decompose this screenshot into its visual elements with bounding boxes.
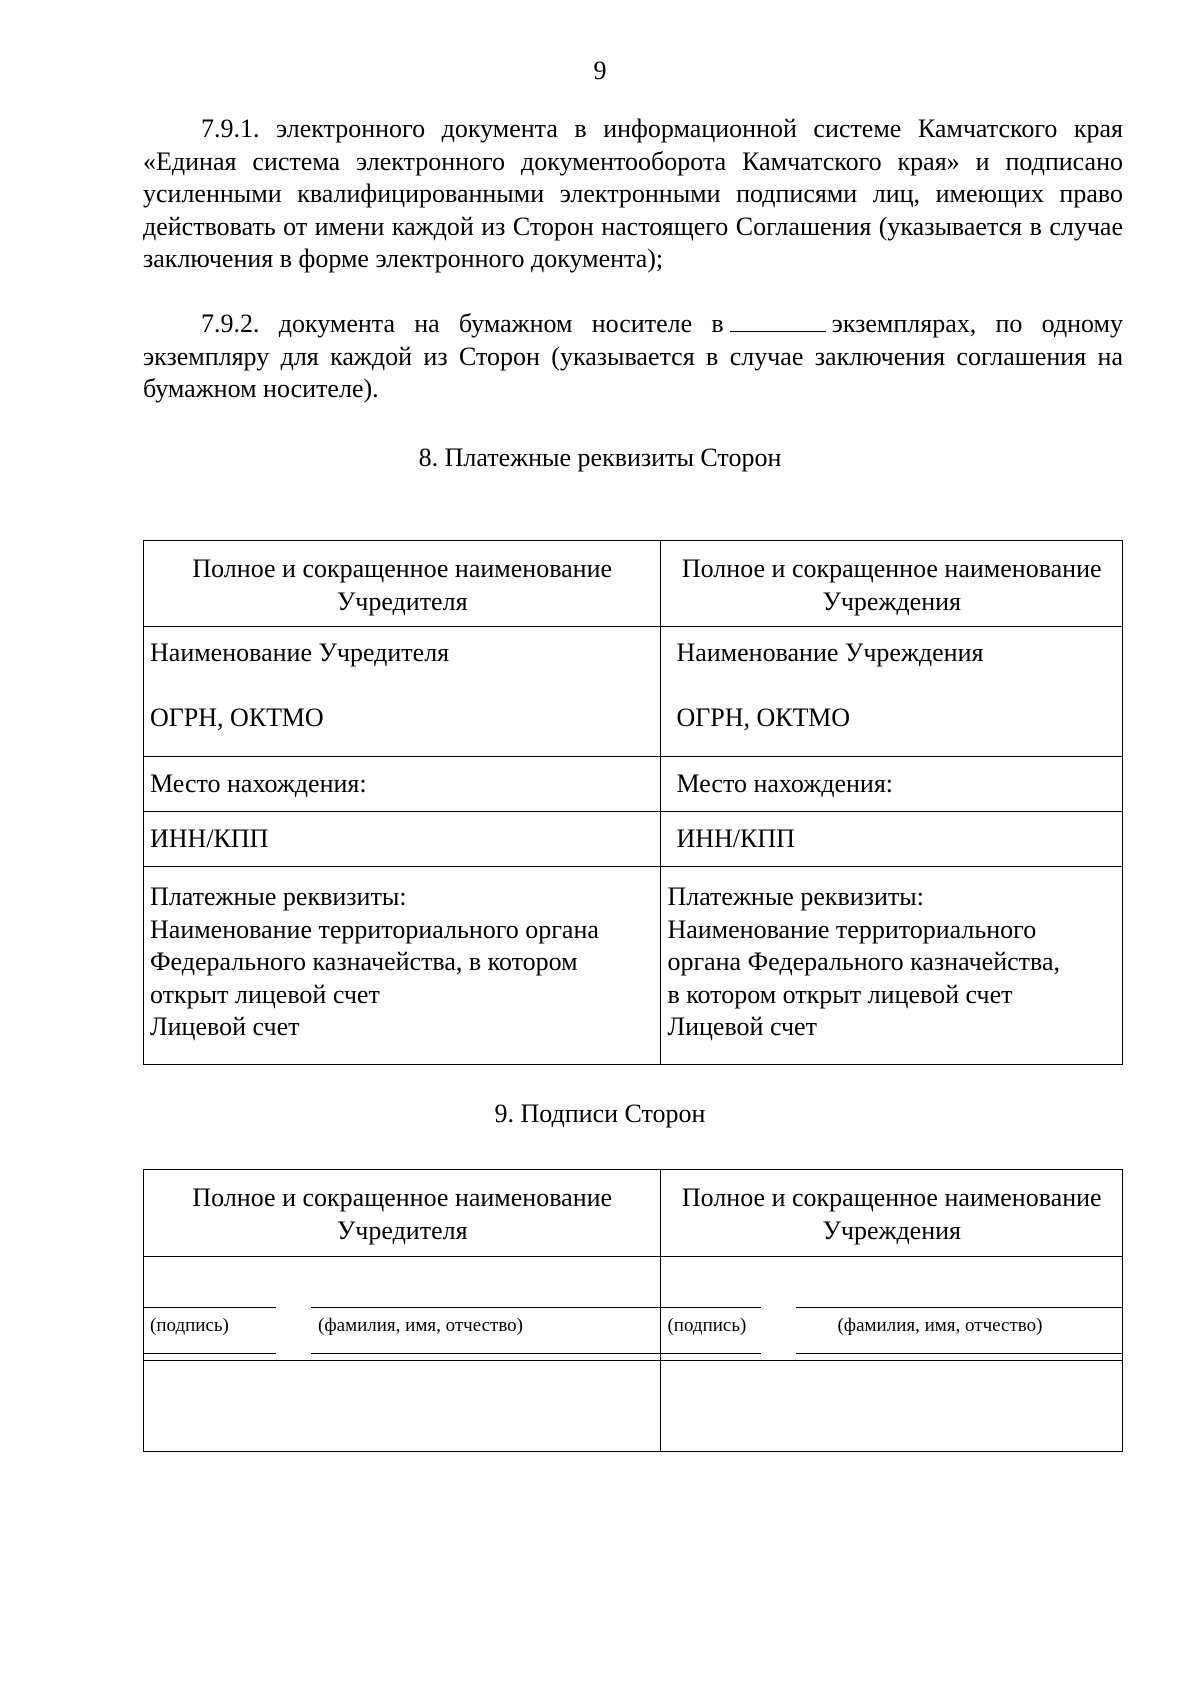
- payment-line: открыт лицевой счет: [150, 979, 380, 1009]
- founder-fio-underline: [311, 1353, 662, 1354]
- payment-line: Платежные реквизиты:: [150, 882, 407, 911]
- payment-line: Платежные реквизиты:: [667, 882, 924, 911]
- founder-fio-line: [311, 1307, 662, 1308]
- table-row: [144, 757, 1123, 812]
- institution-signature-caption: (подпись): [667, 1315, 747, 1336]
- institution-fio-underline: [796, 1353, 1123, 1354]
- institution-header: Полное и сокращенное наименование Учреждения: [661, 541, 1123, 627]
- clause-7-9-2: [143, 308, 1123, 406]
- clause-7-9-1-number: 7.9.1.: [201, 114, 260, 143]
- table-row: [144, 1361, 1123, 1452]
- payment-line: Лицевой счет: [667, 1012, 817, 1041]
- payment-line: органа Федерального казначейства,: [667, 947, 1061, 976]
- founder-sig-header: Полное и сокращенное наименование Учредителя: [144, 1170, 661, 1257]
- founder-ogrn-label: ОГРН, ОКТМО: [150, 702, 324, 732]
- clause-7-9-2-number: 7.9.2.: [201, 309, 260, 338]
- signatures-table: [143, 1169, 1123, 1452]
- founder-inn: ИНН/КПП: [144, 812, 661, 867]
- founder-name-cell: [144, 627, 661, 757]
- institution-name-cell: [661, 627, 1123, 757]
- institution-name-label: Наименование Учреждения: [676, 638, 984, 667]
- institution-signature-line: [661, 1307, 761, 1308]
- payment-line: Наименование территориального органа: [150, 914, 599, 944]
- table-row: [144, 1257, 1123, 1361]
- founder-signature-underline: [144, 1353, 276, 1354]
- institution-signature-underline: [661, 1353, 761, 1354]
- founder-signature-caption: (подпись): [150, 1315, 229, 1336]
- institution-blank-cell: [661, 1361, 1123, 1452]
- table-row: [144, 1170, 1123, 1257]
- clause-7-9-1-text: электронного документа в информационной системе Камчатского края «Единая система электронного документооборота Камчатского края» и подписано усиленными квалифицированными электронными подписями лиц, имеющих право действовать от имени каждой из Сторон настоящего Соглашения (указывается в случае заключения в форме электронного документа);: [143, 114, 1124, 273]
- institution-payment-details: [661, 867, 1123, 1065]
- clause-7-9-2-text-after: экземплярах, по одному экземпляру для каждой из Сторон (указывается в случае заключения соглашения на бумажном носителе).: [143, 309, 1123, 403]
- institution-ogrn-label: ОГРН, ОКТМО: [676, 702, 851, 732]
- payment-line: Федерального казначейства, в котором: [150, 947, 578, 976]
- page-number: 9: [593, 56, 607, 85]
- founder-payment-details: [144, 867, 661, 1065]
- founder-signature-line: [144, 1307, 276, 1308]
- table-row: [144, 627, 1123, 757]
- copies-count-blank: [730, 309, 826, 332]
- payment-line: Наименование территориального: [667, 914, 1037, 944]
- payment-details-table: [143, 540, 1123, 1065]
- section-8-title: 8. Платежные реквизиты Сторон: [418, 443, 782, 472]
- founder-blank-cell: [144, 1361, 661, 1452]
- institution-location: Место нахождения:: [661, 757, 1123, 812]
- table-row: [144, 541, 1123, 627]
- founder-signature-cell: [144, 1257, 661, 1361]
- payment-line: в котором открыт лицевой счет: [667, 979, 1013, 1009]
- clause-7-9-1: [143, 113, 1123, 276]
- institution-signature-cell: [661, 1257, 1123, 1361]
- founder-location: Место нахождения:: [144, 757, 661, 812]
- founder-fio-caption: (фамилия, имя, отчество): [318, 1315, 524, 1336]
- founder-name-label: Наименование Учредителя: [150, 638, 450, 667]
- institution-fio-line: [796, 1307, 1123, 1308]
- clause-7-9-2-text-before: документа на бумажном носителе в: [278, 309, 724, 338]
- institution-sig-header: Полное и сокращенное наименование Учреждения: [661, 1170, 1123, 1257]
- section-9-title: 9. Подписи Сторон: [494, 1099, 706, 1128]
- institution-inn: ИНН/КПП: [661, 812, 1123, 867]
- payment-line: Лицевой счет: [150, 1012, 300, 1041]
- table-row: [144, 812, 1123, 867]
- institution-fio-caption: (фамилия, имя, отчество): [837, 1315, 1043, 1336]
- table-row: [144, 867, 1123, 1065]
- founder-header: Полное и сокращенное наименование Учредителя: [144, 541, 661, 627]
